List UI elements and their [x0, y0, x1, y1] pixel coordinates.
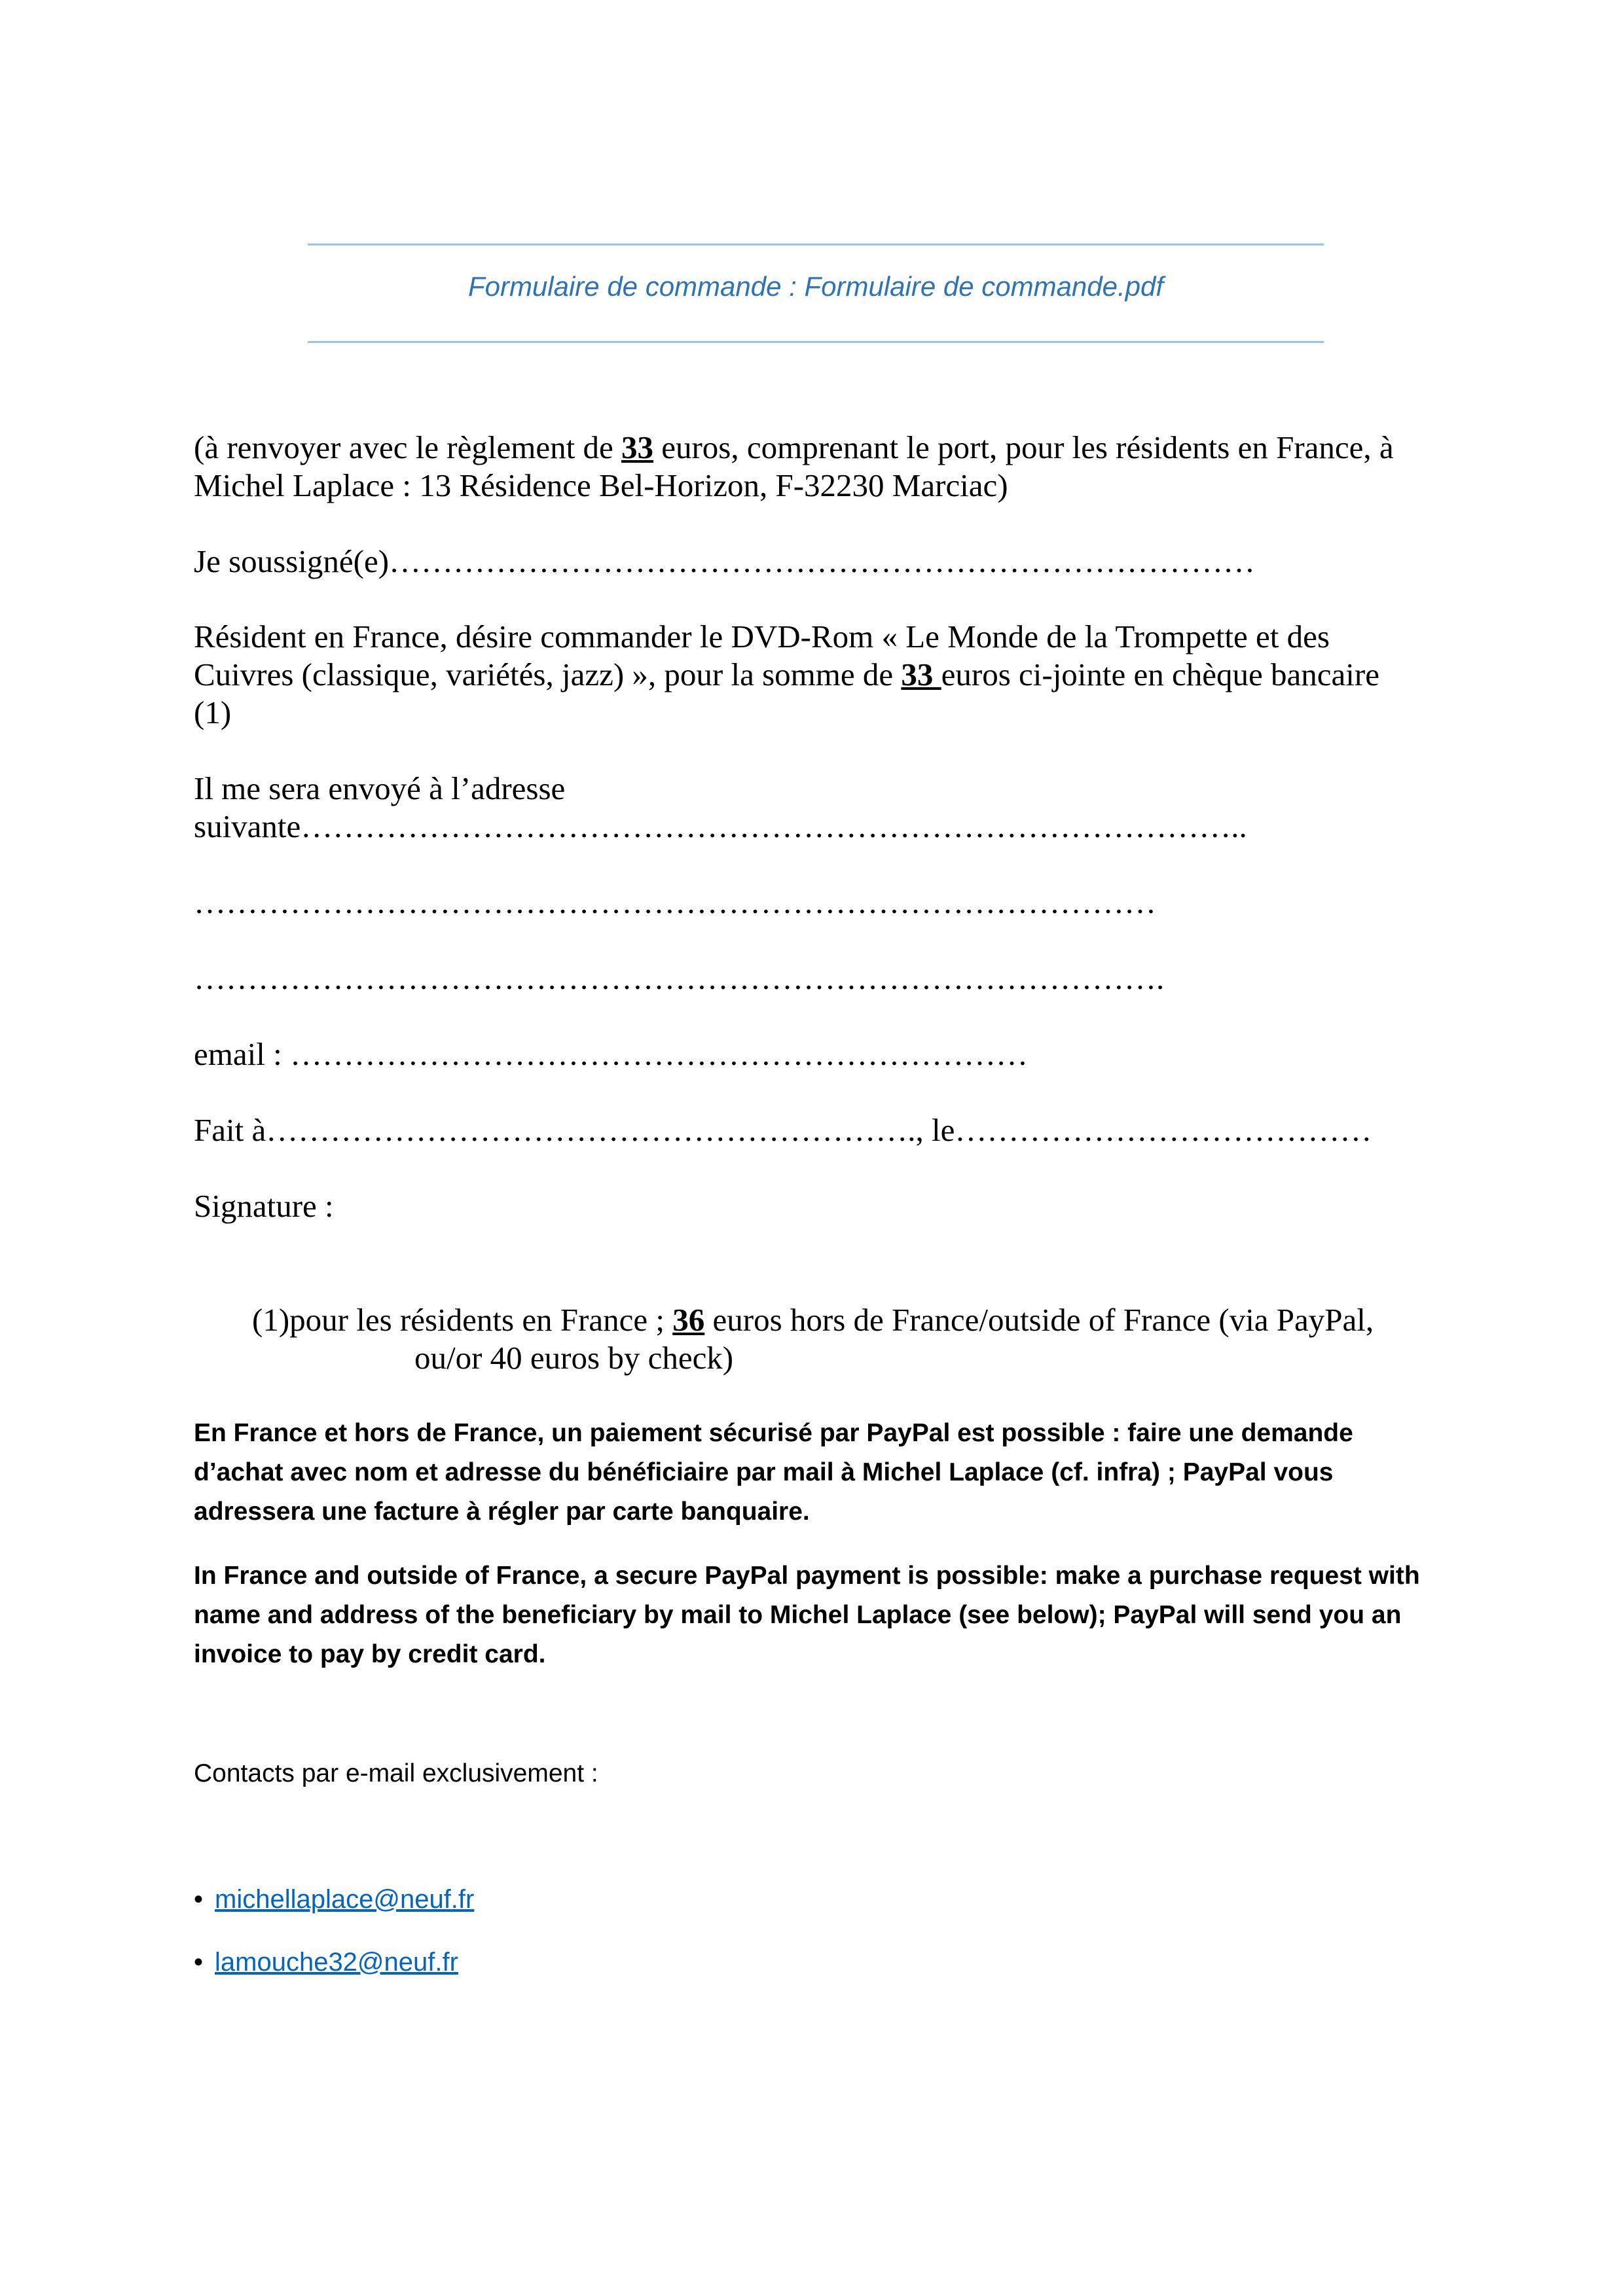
address-intro-text: Il me sera envoyé à l’adresse [194, 770, 566, 806]
order-text-line2-start: Cuivres (classique, variétés, jazz) », pour la somme de [194, 656, 902, 692]
email-field: email : …………………………………………………………… [194, 1036, 1028, 1072]
order-text-line1: Résident en France, désire commander le DVD-Rom « Le Monde de la Trompette et des [194, 619, 1330, 655]
intro-text-end: euros, comprenant le port, pour les résidents en France, à [653, 429, 1394, 465]
contact-email-item [194, 1885, 474, 1914]
price-amount: 33 [621, 429, 653, 465]
place-date-field: Fait à……………………………………………………., le………………………………… [194, 1112, 1372, 1148]
header-rule-top [308, 243, 1324, 245]
order-paragraph [194, 618, 1379, 732]
footnote-text-start: (1)pour les résidents en France ; [252, 1302, 673, 1338]
address-intro [194, 770, 1247, 846]
footnote-text-end: euros hors de France/outside of France (via PayPal, [704, 1302, 1374, 1338]
page-header-title: Formulaire de commande : Formulaire de commande.pdf [467, 271, 1164, 302]
footnote-line2: ou/or 40 euros by check) [414, 1340, 734, 1376]
contact-email-link[interactable]: michellaplace@neuf.fr [215, 1885, 475, 1914]
paypal-note-fr: En France et hors de France, un paiement sécurisé par PayPal est possible : faire une demande d’achat avec nom et adresse du bénéficiaire par mail à Michel Laplace (cf. infra) ; PayPal vous adressera une facture à régler par carte banquaire. [194, 1419, 1353, 1526]
order-text-line2-end: euros ci-jointe en chèque bancaire [941, 656, 1379, 692]
contact-email-item [194, 1948, 458, 1977]
paypal-note-en: In France and outside of France, a secure PayPal payment is possible: make a purchase request with name and address of the beneficiary by mail to Michel Laplace (see below); PayPal will send you an invoice to pay by credit card. [194, 1562, 1420, 1668]
bullet-icon: • [194, 1885, 204, 1914]
mailing-address: Michel Laplace : 13 Résidence Bel-Horizon, F-32230 Marciac) [194, 467, 1008, 503]
intro-text-start: (à renvoyer avec le règlement de [194, 429, 621, 465]
order-amount: 33 [901, 656, 941, 692]
footnote-amount: 36 [672, 1302, 705, 1338]
address-field-line2: ……………………………………………………………………………… [194, 884, 1156, 920]
signature-label: Signature : [194, 1188, 334, 1224]
header-rule-bottom [308, 341, 1324, 343]
order-footnote-ref: (1) [194, 694, 232, 730]
bullet-icon: • [194, 1948, 204, 1977]
contact-email-link[interactable]: lamouche32@neuf.fr [215, 1948, 458, 1977]
pricing-footnote [252, 1301, 1374, 1377]
contacts-label: Contacts par e-mail exclusivement : [194, 1759, 598, 1787]
intro-paragraph [194, 429, 1394, 505]
address-field-line1: suivante…………………………………………………………………………….. [194, 808, 1247, 844]
undersigned-field: Je soussigné(e)……………………………………………………………………… [194, 543, 1256, 579]
address-field-line3: ………………………………………………………………………………. [194, 960, 1165, 996]
